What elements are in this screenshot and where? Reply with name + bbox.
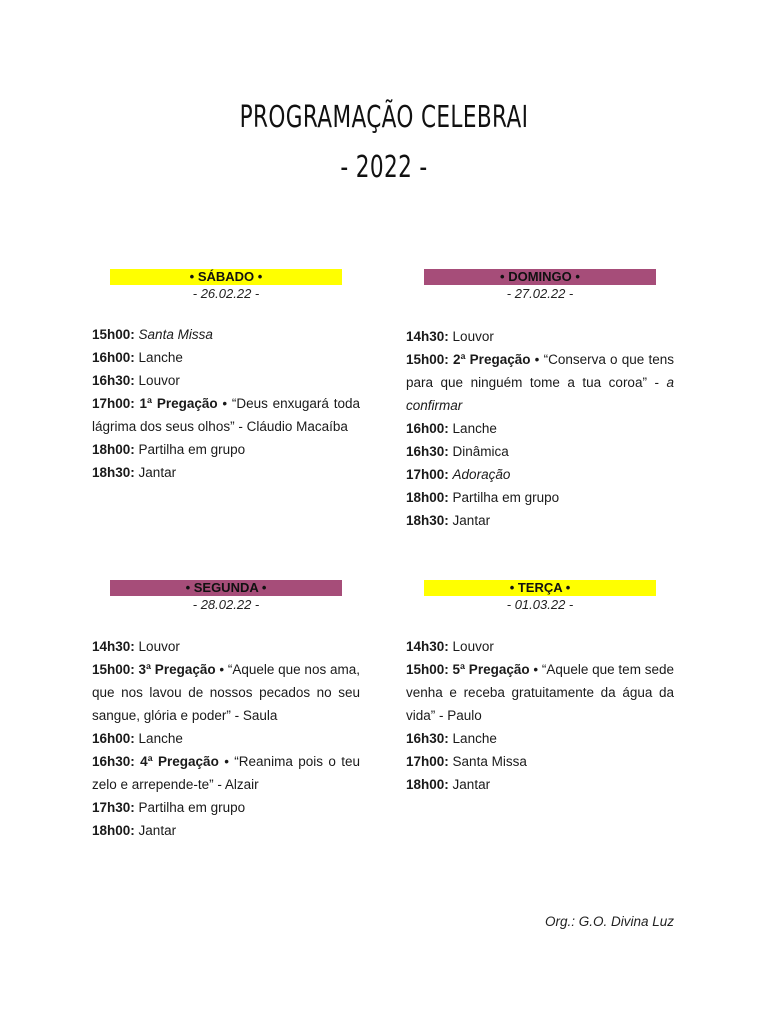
schedule-monday: [92, 635, 360, 842]
preaching-label: 1ª Pregação: [139, 396, 218, 411]
schedule-text: Louvor: [138, 373, 180, 388]
schedule-item: [92, 635, 360, 658]
schedule-text: Jantar: [452, 513, 491, 528]
schedule-item: [92, 727, 360, 750]
schedule-text: • “Aquele que nos ama, que nos lavou de nossos pecados no seu sangue, glória e poder” - Saula: [92, 662, 360, 723]
day-monday: [92, 580, 360, 613]
schedule-item: [406, 750, 674, 773]
schedule-time: 17h30:: [92, 800, 135, 815]
schedule-text: Louvor: [138, 639, 180, 654]
preaching-label: 4ª Pregação: [140, 754, 219, 769]
schedule-time: 16h00:: [92, 350, 135, 365]
day-date: - 28.02.22 -: [192, 597, 260, 612]
schedule-text: Lanche: [138, 350, 183, 365]
schedule-time: 14h30:: [406, 639, 449, 654]
schedule-item: [406, 486, 674, 509]
schedule-sunday: [406, 325, 674, 532]
schedule-item: [406, 635, 674, 658]
schedule-item: [406, 463, 674, 486]
schedule-text: Louvor: [452, 329, 494, 344]
schedule-time: 16h30:: [92, 373, 135, 388]
schedule-text: Santa Missa: [452, 754, 527, 769]
schedule-text: Santa Missa: [138, 327, 213, 342]
schedule-text: Jantar: [138, 823, 177, 838]
schedule-time: 18h00:: [406, 777, 449, 792]
schedule-time: 16h00:: [406, 421, 449, 436]
schedule-item: [406, 727, 674, 750]
schedule-text: • “Conserva o que tens para que ninguém tome a tua coroa” -: [406, 352, 674, 390]
schedule-text: • “Aquele que tem sede venha e receba gratuitamente da água da vida” - Paulo: [406, 662, 674, 723]
schedule-text: Louvor: [452, 639, 494, 654]
schedule-time: 15h00:: [92, 327, 135, 342]
schedule-time: 18h00:: [406, 490, 449, 505]
schedule-tuesday: [406, 635, 674, 796]
schedule-text: Lanche: [138, 731, 183, 746]
day-date: - 27.02.22 -: [506, 286, 574, 301]
schedule-saturday: [92, 323, 360, 484]
schedule-time: 16h30:: [92, 754, 135, 769]
schedule-time: 18h00:: [92, 442, 135, 457]
schedule-time: 16h00:: [92, 731, 135, 746]
schedule-item: [406, 440, 674, 463]
schedule-time: 17h00:: [406, 754, 449, 769]
document-title: PROGRAMAÇÃO CELEBRAI: [239, 100, 529, 135]
schedule-item: [406, 348, 674, 417]
schedule-item: [92, 323, 360, 346]
schedule-item: [406, 509, 674, 532]
schedule-item: [92, 438, 360, 461]
day-header: • TERÇA •: [424, 580, 656, 596]
preaching-label: 5ª Pregação: [452, 662, 530, 677]
schedule-item: [92, 392, 360, 438]
schedule-item: [92, 796, 360, 819]
schedule-item: [92, 346, 360, 369]
schedule-item: [406, 417, 674, 440]
schedule-item: [406, 325, 674, 348]
schedule-item: [92, 750, 360, 796]
schedule-time: 17h00:: [406, 467, 449, 482]
schedule-item: [92, 369, 360, 392]
day-date: - 01.03.22 -: [506, 597, 574, 612]
preaching-label: 3ª Pregação: [138, 662, 216, 677]
day-header: • DOMINGO •: [424, 269, 656, 285]
schedule-note: a confirmar: [406, 375, 674, 413]
day-saturday: [92, 269, 360, 302]
schedule-time: 16h30:: [406, 444, 449, 459]
schedule-item: [92, 461, 360, 484]
schedule-text: Jantar: [138, 465, 177, 480]
schedule-time: 14h30:: [92, 639, 135, 654]
schedule-time: 15h00:: [406, 662, 449, 677]
schedule-time: 15h00:: [92, 662, 135, 677]
day-header: • SEGUNDA •: [110, 580, 342, 596]
schedule-time: 18h30:: [406, 513, 449, 528]
schedule-time: 18h00:: [92, 823, 135, 838]
schedule-text: Partilha em grupo: [138, 442, 246, 457]
schedule-item: [406, 658, 674, 727]
schedule-text: • “Reanima pois o teu zelo e arrepende-te” - Alzair: [92, 754, 360, 792]
schedule-item: [406, 773, 674, 796]
schedule-text: Lanche: [452, 421, 497, 436]
organizer-footer: Org.: G.O. Divina Luz: [544, 914, 674, 929]
day-header: • SÁBADO •: [110, 269, 342, 285]
schedule-text: Adoração: [452, 467, 511, 482]
schedule-item: [92, 658, 360, 727]
schedule-time: 14h30:: [406, 329, 449, 344]
day-tuesday: [406, 580, 674, 613]
schedule-time: 16h30:: [406, 731, 449, 746]
schedule-text: Dinâmica: [452, 444, 509, 459]
schedule-time: 15h00:: [406, 352, 449, 367]
day-sunday: [406, 269, 674, 302]
schedule-text: Partilha em grupo: [138, 800, 246, 815]
schedule-text: Partilha em grupo: [452, 490, 560, 505]
schedule-text: Jantar: [452, 777, 491, 792]
document-year: - 2022 -: [340, 150, 428, 185]
schedule-text: Lanche: [452, 731, 497, 746]
schedule-text: • “Deus enxugará toda lágrima dos seus olhos” - Cláudio Macaíba: [92, 396, 360, 434]
schedule-item: [92, 819, 360, 842]
day-date: - 26.02.22 -: [192, 286, 260, 301]
schedule-time: 18h30:: [92, 465, 135, 480]
preaching-label: 2ª Pregação: [452, 352, 531, 367]
schedule-time: 17h00:: [92, 396, 135, 411]
